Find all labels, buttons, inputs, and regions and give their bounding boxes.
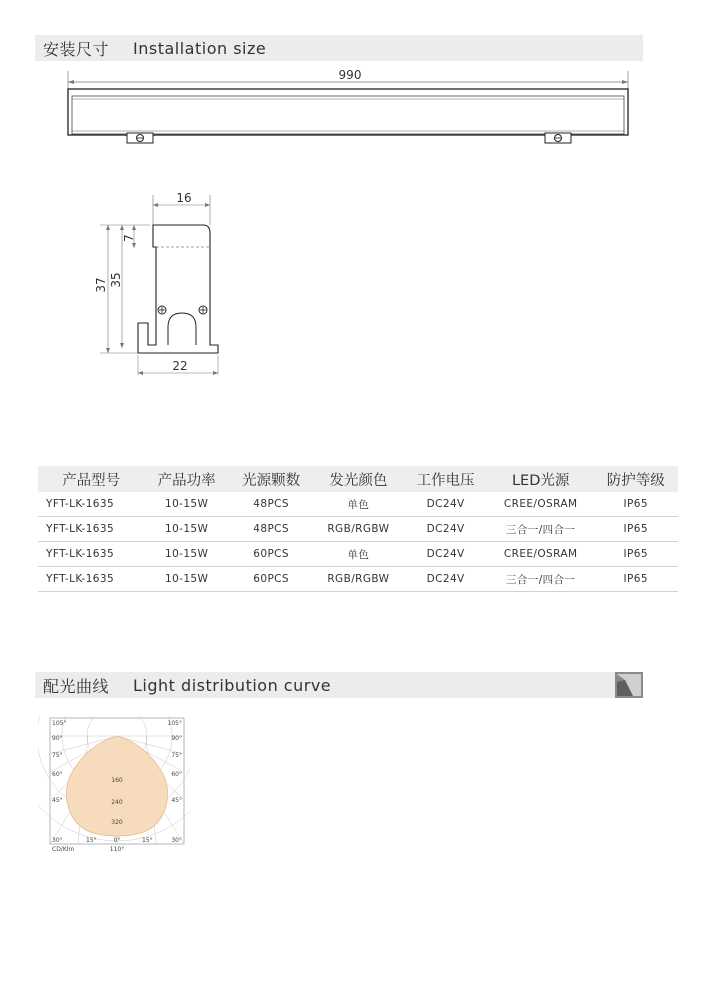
cell-led-count: 60PCS (229, 567, 314, 592)
width-bottom-label: 22 (172, 359, 188, 373)
cell-ip-rating: IP65 (593, 517, 678, 542)
cell-power: 10-15W (144, 517, 229, 542)
installation-section-header (35, 35, 643, 61)
spec-table (38, 466, 678, 592)
angle-label-right-75: 75° (171, 752, 182, 759)
header-model: 产品型号 (38, 466, 144, 492)
bottom-label-15-right: 15° (142, 837, 153, 844)
header-led-count: 光源颗数 (229, 466, 314, 492)
light-curve-title-cn: 配光曲线 (43, 676, 110, 696)
cross-section-drawing (90, 185, 230, 380)
cell-model: YFT-LK-1635 (38, 517, 144, 542)
cell-power: 10-15W (144, 567, 229, 592)
cell-voltage: DC24V (403, 517, 488, 542)
angle-label-left-75: 75° (52, 752, 63, 759)
cell-color: RGB/RGBW (313, 517, 403, 542)
cell-color: 单色 (313, 492, 403, 517)
cell-model: YFT-LK-1635 (38, 567, 144, 592)
angle-label-left-90: 90° (52, 735, 63, 742)
installation-title-cn: 安装尺寸 (43, 39, 110, 59)
light-curve-title-en: Light distribution curve (133, 675, 332, 695)
cell-led-source: CREE/OSRAM (488, 542, 594, 567)
height-35-label: 35 (109, 272, 123, 288)
radial-label-320: 320 (111, 819, 123, 826)
bottom-label-30-left: 30° (52, 837, 63, 844)
screw-right (199, 306, 207, 314)
cell-power: 10-15W (144, 492, 229, 517)
light-distribution-chart (38, 716, 190, 854)
table-row (38, 567, 678, 592)
profile-outline (138, 225, 218, 353)
cell-color: 单色 (313, 542, 403, 567)
screw-left (158, 306, 166, 314)
mounting-bracket-left (127, 133, 153, 143)
brand-logo-icon (615, 672, 643, 698)
height-7-label: 7 (122, 234, 136, 242)
header-led-source: LED光源 (488, 466, 594, 492)
cell-voltage: DC24V (403, 492, 488, 517)
cell-color: RGB/RGBW (313, 567, 403, 592)
angle-label-right-105: 105° (167, 720, 182, 727)
light-curve-section-header (35, 672, 643, 698)
table-row (38, 517, 678, 542)
header-ip-rating: 防护等级 (593, 466, 678, 492)
radial-label-160: 160 (111, 777, 123, 784)
cell-voltage: DC24V (403, 542, 488, 567)
cell-model: YFT-LK-1635 (38, 492, 144, 517)
cell-led-count: 60PCS (229, 542, 314, 567)
angle-label-right-45: 45° (171, 797, 182, 804)
bottom-label-30-right: 30° (171, 837, 182, 844)
installation-title-en: Installation size (133, 38, 267, 58)
cell-led-source: CREE/OSRAM (488, 492, 594, 517)
cell-ip-rating: IP65 (593, 567, 678, 592)
header-voltage: 工作电压 (403, 466, 488, 492)
unit-label: CD/Klm (52, 846, 75, 853)
width-top-label: 16 (176, 191, 192, 205)
cell-ip-rating: IP65 (593, 542, 678, 567)
table-row (38, 492, 678, 517)
cell-led-count: 48PCS (229, 517, 314, 542)
cell-ip-rating: IP65 (593, 492, 678, 517)
length-label: 990 (338, 68, 362, 82)
cell-model: YFT-LK-1635 (38, 542, 144, 567)
angle-label-right-60: 60° (171, 771, 182, 778)
angle-label-right-90: 90° (171, 735, 182, 742)
bottom-label-0: 0° (113, 837, 121, 844)
cell-power: 10-15W (144, 542, 229, 567)
height-37-label: 37 (94, 277, 108, 293)
bottom-label-15-left: 15° (86, 837, 97, 844)
cell-led-count: 48PCS (229, 492, 314, 517)
table-row (38, 542, 678, 567)
mounting-bracket-right (545, 133, 571, 143)
angle-label-left-105: 105° (52, 720, 67, 727)
cell-led-source: 三合一/四合一 (488, 567, 594, 592)
angle-label-left-45: 45° (52, 797, 63, 804)
header-color: 发光颜色 (313, 466, 403, 492)
radial-label-240: 240 (111, 799, 123, 806)
side-view-drawing (60, 64, 640, 154)
angle-label-left-60: 60° (52, 771, 63, 778)
beam-angle-label: 110° (109, 846, 125, 853)
cell-led-source: 三合一/四合一 (488, 517, 594, 542)
header-power: 产品功率 (144, 466, 229, 492)
spec-table-header-row (38, 466, 678, 492)
cell-voltage: DC24V (403, 567, 488, 592)
